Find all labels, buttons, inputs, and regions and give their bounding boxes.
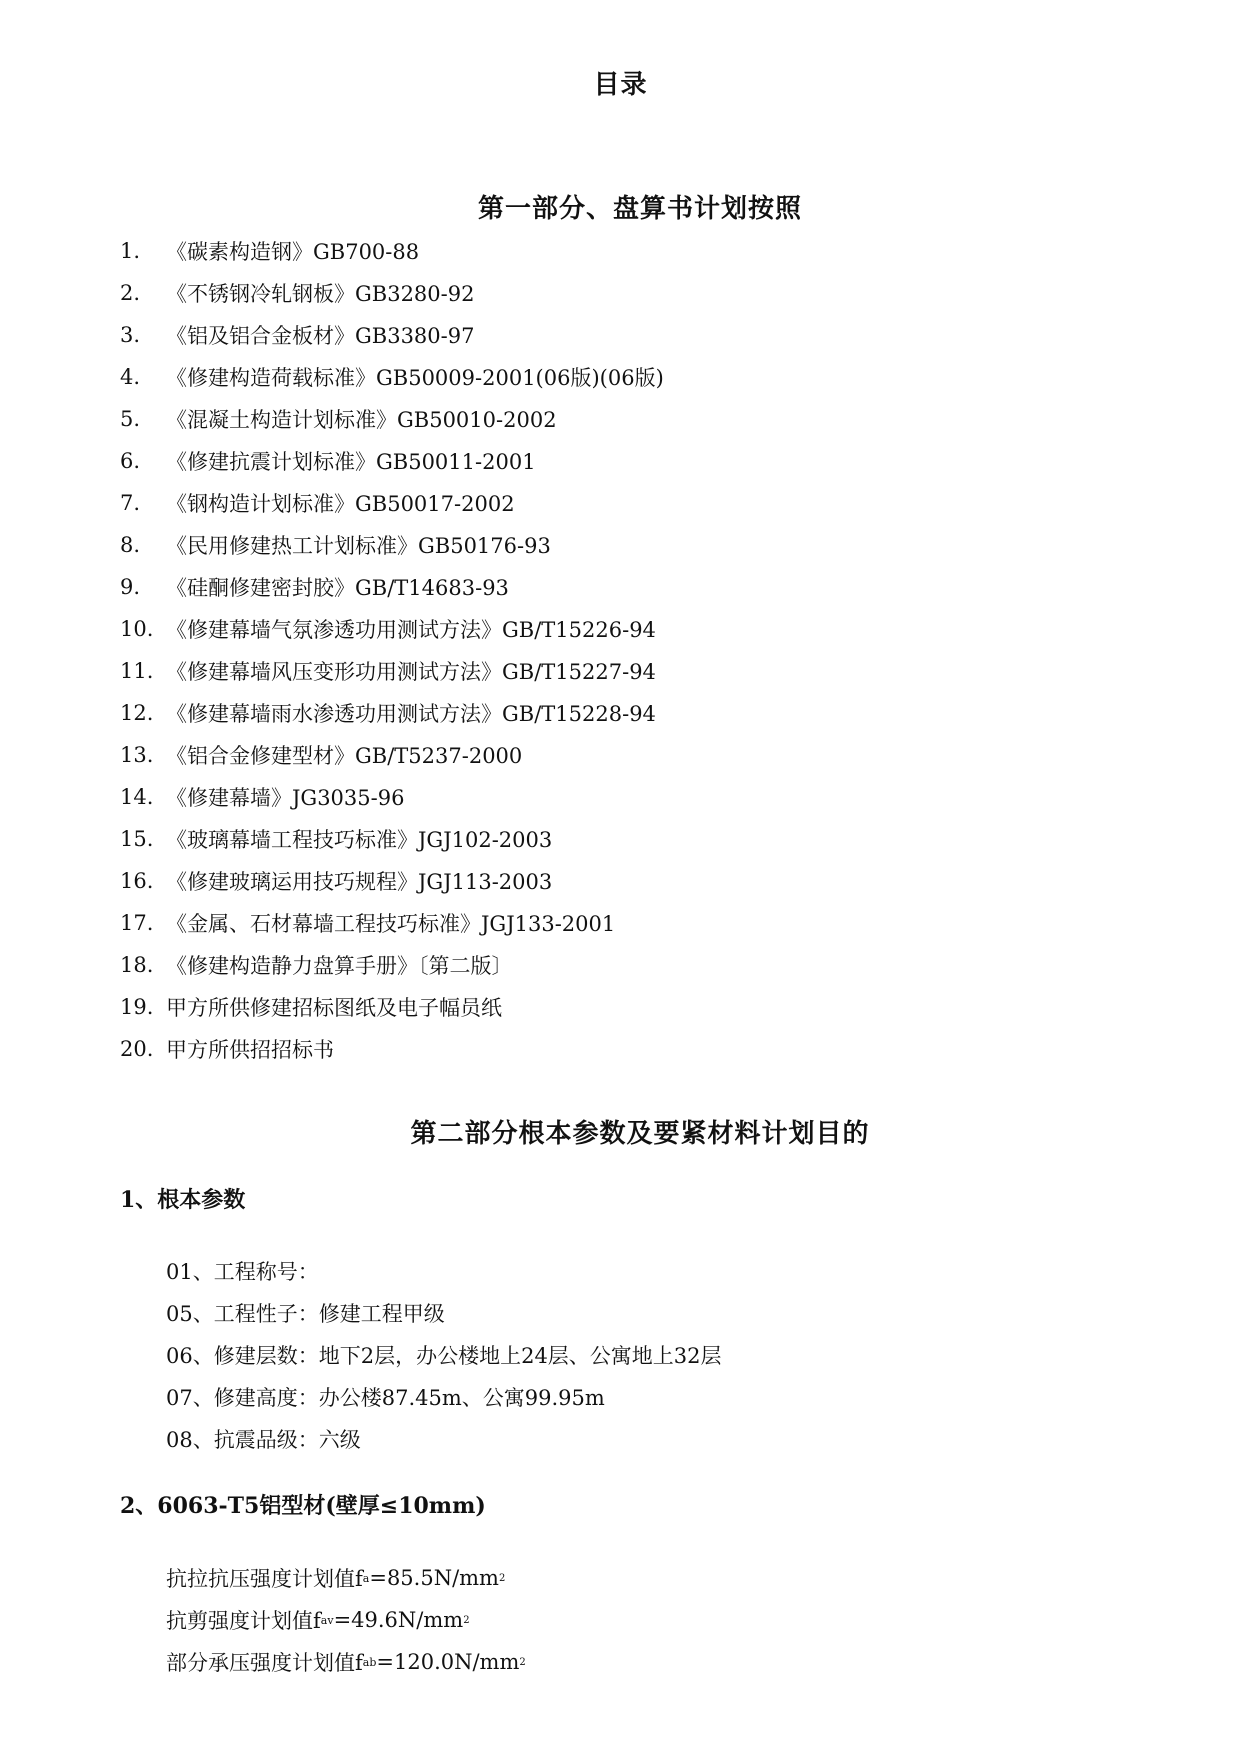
parameter-line: 07、修建高度：办公楼87.45m、公寓99.95m bbox=[166, 1386, 605, 1410]
list-number: 15. bbox=[120, 827, 154, 851]
list-item bbox=[120, 650, 1020, 692]
unit-superscript: 2 bbox=[463, 1614, 470, 1626]
unit-superscript: 2 bbox=[519, 1656, 526, 1668]
list-text: 《铝合金修建型材》GB/T5237-2000 bbox=[166, 744, 523, 768]
list-text: 《金属、石材幕墙工程技巧标准》JGJ133-2001 bbox=[166, 912, 616, 936]
parameter-line: 05、工程性子：修建工程甲级 bbox=[166, 1302, 445, 1326]
strength-subscript: ab bbox=[362, 1655, 377, 1669]
list-item bbox=[120, 776, 1020, 818]
list-item bbox=[120, 440, 1020, 482]
list-number: 12. bbox=[120, 701, 154, 725]
list-text: 《钢构造计划标准》GB50017-2002 bbox=[166, 492, 515, 516]
strength-line bbox=[166, 1599, 526, 1641]
list-number: 14. bbox=[120, 785, 154, 809]
list-text: 《碳素构造钢》GB700-88 bbox=[166, 240, 420, 264]
list-number: 5. bbox=[120, 407, 141, 431]
list-text: 《民用修建热工计划标准》GB50176-93 bbox=[166, 534, 551, 558]
list-text: 《不锈钢冷轧钢板》GB3280-92 bbox=[166, 282, 475, 306]
strength-value: =49.6N/mm bbox=[333, 1608, 464, 1632]
strength-subscript: av bbox=[320, 1613, 334, 1627]
list-item bbox=[120, 314, 1020, 356]
list-number: 3. bbox=[120, 323, 141, 347]
list-text: 《修建构造荷载标准》GB50009-2001(06版)(06版) bbox=[166, 366, 664, 390]
list-text: 《修建抗震计划标准》GB50011-2001 bbox=[166, 450, 536, 474]
strength-label: 部分承压强度计划值f bbox=[166, 1651, 363, 1675]
strength-values-list bbox=[166, 1557, 526, 1683]
list-item bbox=[120, 860, 1020, 902]
section-heading-basic-parameters: 1、根本参数 bbox=[120, 1187, 246, 1213]
list-item bbox=[120, 566, 1020, 608]
list-number: 17. bbox=[120, 911, 154, 935]
list-number: 20. bbox=[120, 1037, 154, 1061]
list-item bbox=[120, 398, 1020, 440]
unit-superscript: 2 bbox=[498, 1572, 506, 1584]
list-number: 13. bbox=[120, 743, 154, 767]
strength-line bbox=[166, 1557, 526, 1599]
list-number: 10. bbox=[120, 617, 154, 641]
list-number: 7. bbox=[120, 491, 141, 515]
list-text: 《修建幕墙气氛渗透功用测试方法》GB/T15226-94 bbox=[166, 618, 656, 642]
list-text: 《硅酮修建密封胶》GB/T14683-93 bbox=[166, 576, 509, 600]
list-item bbox=[120, 482, 1020, 524]
list-text: 《修建玻璃运用技巧规程》JGJ113-2003 bbox=[166, 870, 553, 894]
strength-value: =120.0N/mm bbox=[376, 1650, 520, 1674]
list-number: 16. bbox=[120, 869, 154, 893]
list-number: 11. bbox=[120, 659, 154, 683]
list-text: 《修建幕墙》JG3035-96 bbox=[166, 786, 405, 810]
list-item bbox=[120, 944, 1020, 986]
basic-parameters-list bbox=[166, 1250, 722, 1460]
list-text: 《混凝土构造计划标准》GB50010-2002 bbox=[166, 408, 557, 432]
part1-title: 第一部分、盘算书计划按照 bbox=[477, 194, 802, 224]
list-number: 6. bbox=[120, 449, 141, 473]
list-number: 19. bbox=[120, 995, 154, 1019]
list-item bbox=[120, 818, 1020, 860]
list-item bbox=[120, 692, 1020, 734]
parameter-line: 06、修建层数：地下2层，办公楼地上24层、公寓地上32层 bbox=[166, 1344, 722, 1368]
parameter-line: 08、抗震品级：六级 bbox=[166, 1428, 361, 1452]
list-item bbox=[120, 524, 1020, 566]
list-number: 18. bbox=[120, 953, 154, 977]
list-text: 甲方所供修建招标图纸及电子幅员纸 bbox=[166, 996, 502, 1020]
strength-subscript: a bbox=[362, 1571, 370, 1585]
list-item bbox=[120, 230, 1020, 272]
list-number: 4. bbox=[120, 365, 141, 389]
parameter-line: 01、工程称号： bbox=[166, 1260, 319, 1284]
list-text: 《玻璃幕墙工程技巧标准》JGJ102-2003 bbox=[166, 828, 553, 852]
list-item bbox=[120, 734, 1020, 776]
list-text: 甲方所供招招标书 bbox=[166, 1038, 334, 1062]
section-heading-aluminum-profile: 2、6063-T5铝型材(壁厚≤10mm) bbox=[120, 1493, 486, 1519]
list-item bbox=[120, 272, 1020, 314]
list-item bbox=[120, 986, 1020, 1028]
strength-label: 抗剪强度计划值f bbox=[166, 1609, 321, 1633]
list-item bbox=[120, 902, 1020, 944]
list-number: 8. bbox=[120, 533, 141, 557]
list-number: 9. bbox=[120, 575, 141, 599]
list-number: 1. bbox=[120, 239, 141, 263]
strength-value: =85.5N/mm bbox=[369, 1566, 499, 1590]
part2-title: 第二部分根本参数及要紧材料计划目的 bbox=[410, 1119, 870, 1149]
strength-line bbox=[166, 1641, 526, 1683]
list-text: 《修建幕墙风压变形功用测试方法》GB/T15227-94 bbox=[166, 660, 656, 684]
list-text: 《修建幕墙雨水渗透功用测试方法》GB/T15228-94 bbox=[166, 702, 656, 726]
list-item bbox=[120, 356, 1020, 398]
list-item bbox=[120, 1028, 1020, 1070]
list-item bbox=[120, 608, 1020, 650]
strength-label: 抗拉抗压强度计划值f bbox=[166, 1567, 363, 1591]
toc-title: 目录 bbox=[593, 70, 648, 100]
list-text: 《修建构造静力盘算手册》〔第二版〕 bbox=[166, 954, 513, 978]
reference-list bbox=[120, 230, 1020, 1070]
list-number: 2. bbox=[120, 281, 141, 305]
list-text: 《铝及铝合金板材》GB3380-97 bbox=[166, 324, 475, 348]
